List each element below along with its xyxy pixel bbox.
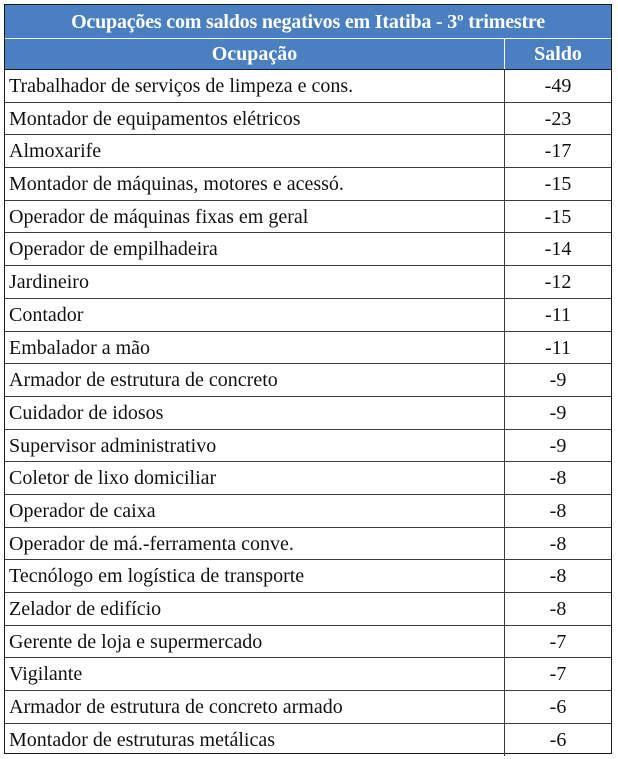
cell-saldo: -8 (549, 467, 567, 490)
table-row (5, 658, 611, 691)
cell-ocupacao: Montador de equipamentos elétricos (5, 103, 505, 135)
table-row (5, 103, 611, 136)
cell-saldo: -49 (544, 75, 572, 97)
cell-ocupacao: Coletor de lixo domiciliar (5, 462, 505, 494)
cell-saldo: -17 (544, 140, 572, 163)
cell-ocupacao: Jardineiro (5, 266, 505, 298)
cell-saldo: -12 (544, 271, 572, 294)
table-row (5, 430, 611, 463)
cell-saldo: -14 (544, 238, 572, 261)
table-row (5, 397, 611, 430)
table-row (5, 233, 611, 266)
cell-ocupacao: Supervisor administrativo (5, 430, 505, 462)
cell-ocupacao: Armador de estrutura de concreto armado (5, 691, 505, 723)
cell-saldo: -7 (549, 630, 567, 653)
cell-saldo: -11 (545, 303, 571, 326)
cell-ocupacao: Cuidador de idosos (5, 397, 505, 429)
table-body (5, 70, 611, 756)
table-row (5, 364, 611, 397)
column-header-saldo: Saldo (534, 43, 582, 65)
table-row (5, 528, 611, 561)
cell-ocupacao: Montador de máquinas, motores e acessó. (5, 168, 505, 200)
cell-saldo: -9 (549, 434, 567, 457)
table-row (5, 560, 611, 593)
cell-ocupacao: Montador de estruturas metálicas (5, 724, 505, 757)
table-row (5, 724, 611, 757)
cell-saldo: -7 (549, 663, 567, 686)
cell-ocupacao: Operador de empilhadeira (5, 233, 505, 265)
cell-saldo: -23 (544, 107, 572, 130)
cell-ocupacao: Zelador de edifício (5, 593, 505, 625)
table-title: Ocupações com saldos negativos em Itatiba - 3º trimestre (5, 5, 611, 39)
cell-ocupacao: Vigilante (5, 658, 505, 690)
table-row (5, 332, 611, 365)
occupations-table (4, 4, 612, 754)
cell-ocupacao: Tecnólogo em logística de transporte (5, 560, 505, 592)
table-row (5, 266, 611, 299)
cell-ocupacao: Contador (5, 299, 505, 331)
cell-ocupacao: Armador de estrutura de concreto (5, 364, 505, 396)
table-header-row (5, 39, 611, 70)
table-row (5, 626, 611, 659)
cell-saldo: -6 (549, 728, 567, 751)
cell-saldo: -9 (549, 401, 567, 424)
column-header-ocupacao: Ocupação (5, 39, 505, 69)
cell-ocupacao: Trabalhador de serviços de limpeza e cons. (5, 70, 505, 102)
table-row (5, 299, 611, 332)
table-row (5, 168, 611, 201)
cell-saldo: -11 (545, 336, 571, 359)
table-row (5, 495, 611, 528)
cell-saldo: -15 (544, 205, 572, 228)
cell-saldo: -15 (544, 173, 572, 196)
cell-ocupacao: Almoxarife (5, 135, 505, 167)
cell-saldo: -8 (549, 565, 567, 588)
table-row (5, 691, 611, 724)
cell-saldo: -8 (549, 532, 567, 555)
cell-saldo: -6 (549, 696, 567, 719)
cell-ocupacao: Operador de má.-ferramenta conve. (5, 528, 505, 560)
cell-saldo: -9 (549, 369, 567, 392)
cell-ocupacao: Operador de caixa (5, 495, 505, 527)
cell-saldo: -8 (549, 499, 567, 522)
cell-ocupacao: Operador de máquinas fixas em geral (5, 201, 505, 233)
table-row (5, 70, 611, 103)
cell-ocupacao: Embalador a mão (5, 332, 505, 364)
cell-ocupacao: Gerente de loja e supermercado (5, 626, 505, 658)
cell-saldo: -8 (549, 598, 567, 620)
table-row (5, 201, 611, 234)
table-row (5, 462, 611, 495)
table-row (5, 593, 611, 626)
table-row (5, 135, 611, 168)
